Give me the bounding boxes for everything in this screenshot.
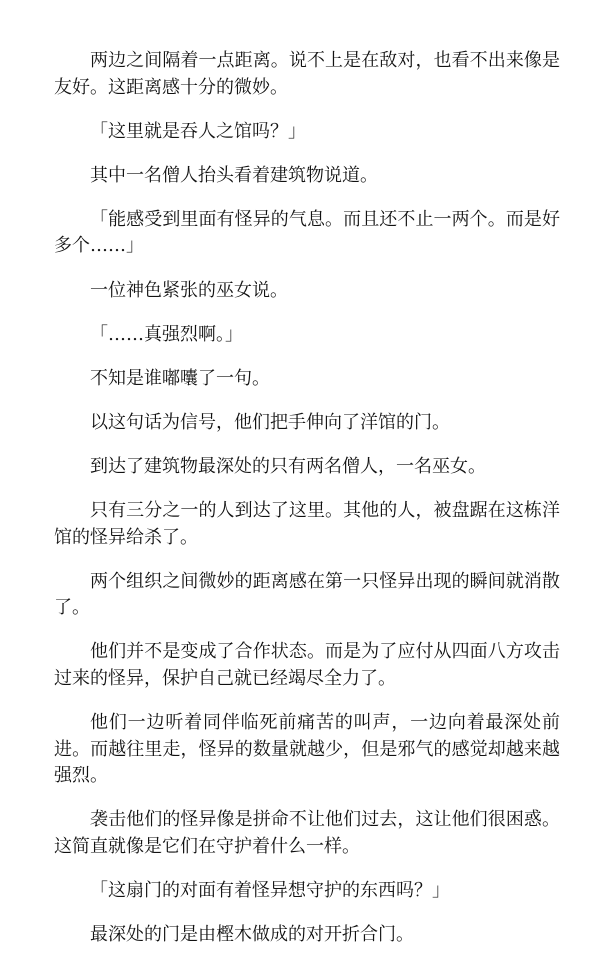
dialogue-paragraph: 「这扇门的对面有着怪异想守护的东西吗？」 bbox=[90, 880, 450, 902]
paragraph: 只有三分之一的人到达了这里。其他的人，被盘踞在这栋洋馆的怪异给杀了。 bbox=[54, 500, 560, 548]
dialogue-paragraph: 「……真强烈啊。」 bbox=[90, 323, 243, 345]
paragraph: 一位神色紧张的巫女说。 bbox=[90, 279, 288, 301]
paragraph: 两个组织之间微妙的距离感在第一只怪异出现的瞬间就消散了。 bbox=[54, 570, 560, 619]
paragraph: 不知是谁嘟囔了一句。 bbox=[90, 367, 270, 389]
dialogue-paragraph: 「这里就是吞人之馆吗？」 bbox=[90, 120, 306, 142]
paragraph: 其中一名僧人抬头看着建筑物说道。 bbox=[90, 164, 378, 186]
paragraph: 他们一边听着同伴临死前痛苦的叫声，一边向着最深处前进。而越往里走，怪异的数量就越少，但是邪气的感觉却越来越强烈。 bbox=[54, 712, 560, 787]
paragraph: 袭击他们的怪异像是拼命不让他们过去，这让他们很困惑。这简直就像是它们在守护着什么一样。 bbox=[54, 809, 560, 857]
document-page bbox=[54, 48, 560, 966]
paragraph: 以这句话为信号，他们把手伸向了洋馆的门。 bbox=[90, 411, 450, 433]
paragraph: 最深处的门是由樫木做成的对开折合门。 bbox=[90, 924, 414, 946]
dialogue-paragraph: 「能感受到里面有怪异的气息。而且还不止一两个。而是好多个……」 bbox=[54, 208, 560, 257]
paragraph: 两边之间隔着一点距离。说不上是在敌对，也看不出来像是友好。这距离感十分的微妙。 bbox=[54, 50, 560, 98]
paragraph: 到达了建筑物最深处的只有两名僧人，一名巫女。 bbox=[90, 455, 486, 477]
paragraph: 他们并不是变成了合作状态。而是为了应付从四面八方攻击过来的怪异，保护自己就已经竭尽全力了。 bbox=[54, 641, 560, 689]
